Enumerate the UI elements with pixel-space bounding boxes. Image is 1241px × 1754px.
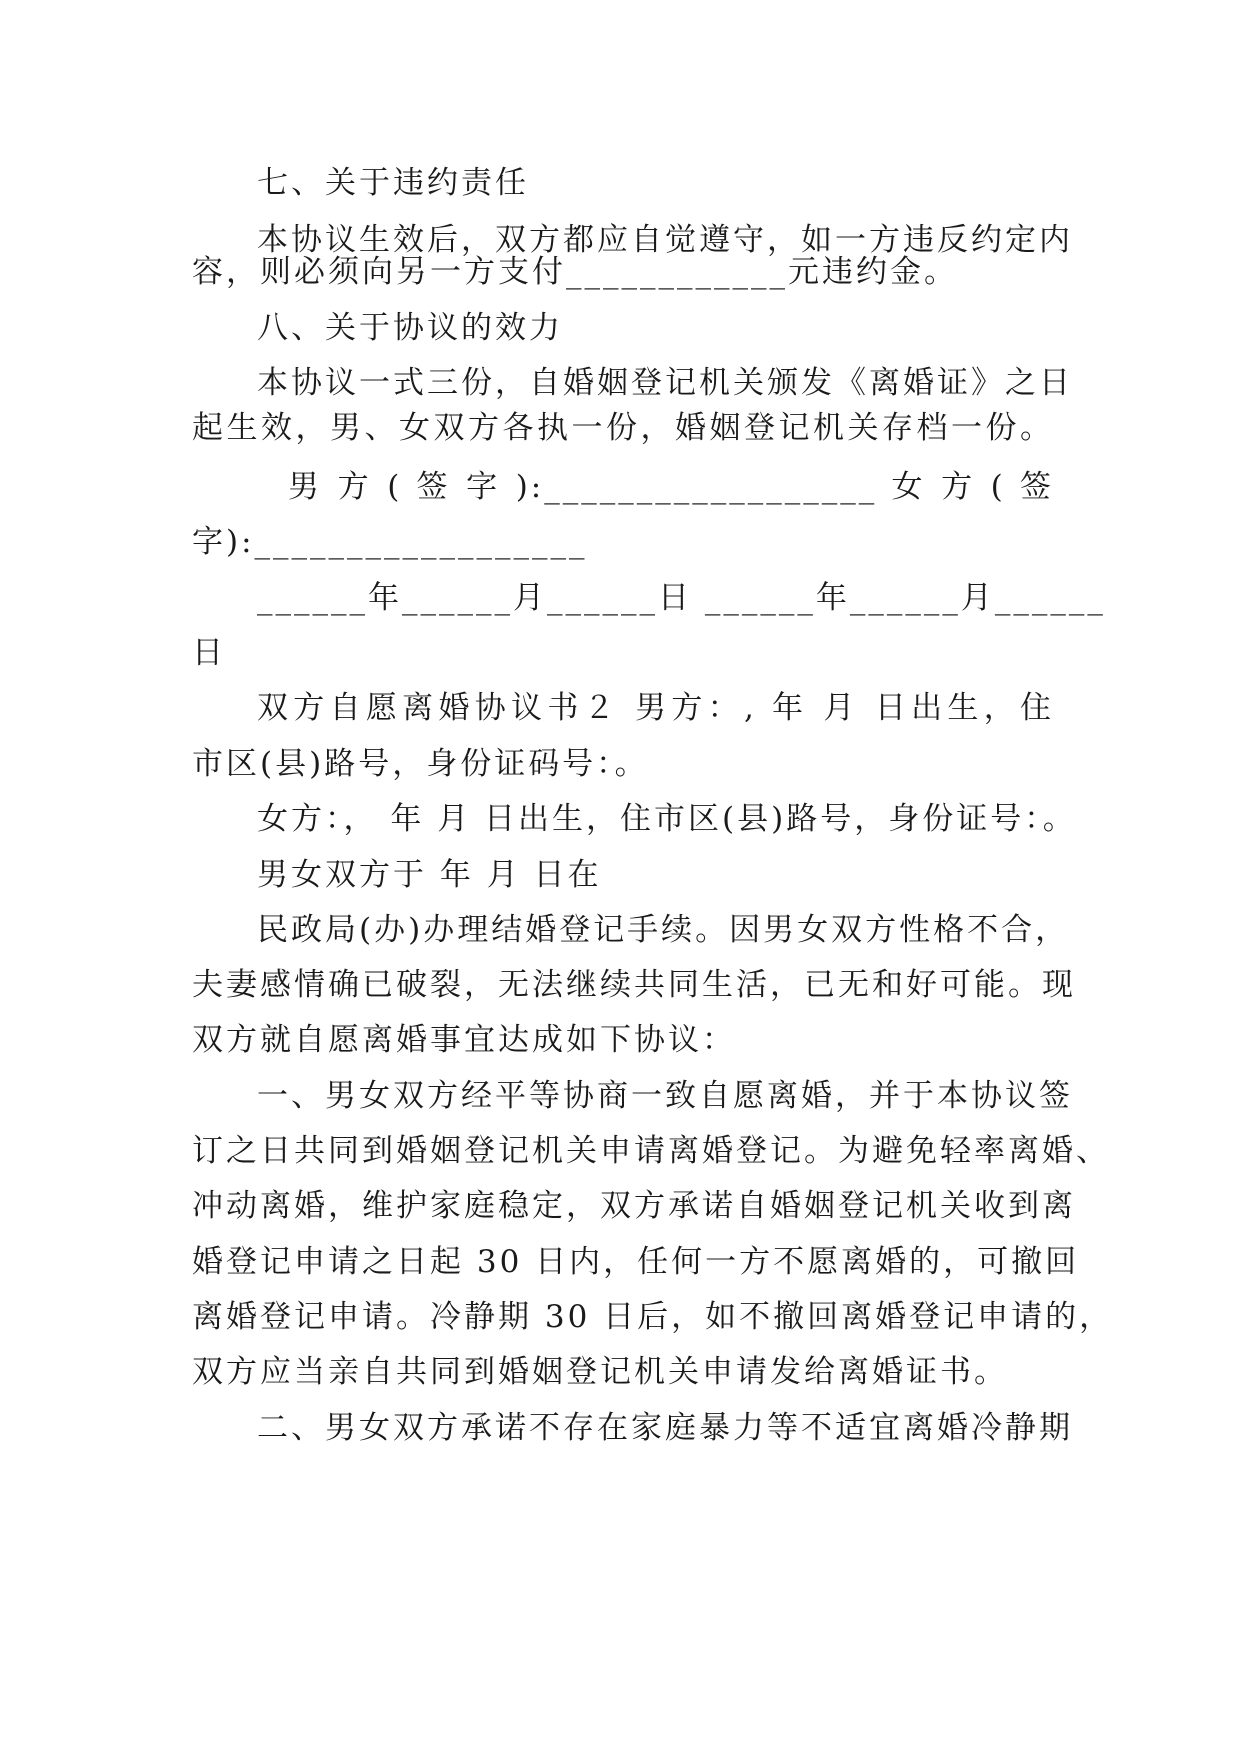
paragraph-line: 双方就自愿离婚事宜达成如下协议：	[192, 1022, 736, 1058]
date-line-cont: 日	[192, 635, 226, 671]
paragraph-line: 本协议生效后，双方都应自觉遵守，如一方违反约定内	[257, 222, 1073, 258]
paragraph-line: 本协议一式三份，自婚姻登记机关颁发《离婚证》之日	[257, 365, 1073, 401]
paragraph-line: 市区(县)路号，身份证码号：。	[192, 746, 649, 782]
paragraph-line: 女方：， 年 月 日出生，住市区(县)路号，身份证号：。	[257, 801, 1077, 837]
paragraph-line: 双方应当亲自共同到婚姻登记机关申请发给离婚证书。	[192, 1354, 1008, 1390]
section-heading-validity: 八、关于协议的效力	[257, 310, 563, 346]
date-line: ______年______月______日 ______年______月______	[257, 580, 1106, 616]
paragraph-line: 夫妻感情确已破裂，无法继续共同生活，已无和好可能。现	[192, 967, 1076, 1003]
section-heading-breach: 七、关于违约责任	[257, 165, 529, 201]
paragraph-line: 婚登记申请之日起 30 日内，任何一方不愿离婚的，可撤回	[192, 1244, 1080, 1280]
signature-line: 男 方 ( 签 字 ):__________________ 女 方 ( 签	[288, 469, 1054, 505]
paragraph-line: 冲动离婚，维护家庭稳定，双方承诺自婚姻登记机关收到离	[192, 1188, 1076, 1224]
paragraph-line: 订之日共同到婚姻登记机关申请离婚登记。为避免轻率离婚、	[192, 1133, 1110, 1169]
paragraph-line: 男女双方于 年 月 日在	[257, 857, 602, 893]
paragraph-line: 起生效，男、女双方各执一份，婚姻登记机关存档一份。	[192, 410, 1054, 446]
document-title-line: 双方自愿离婚协议书２ 男方：, 年 月 日出生，住	[257, 690, 1054, 726]
paragraph-line: 容，则必须向另一方支付____________元违约金。	[192, 254, 958, 290]
clause-two-line: 二、男女双方承诺不存在家庭暴力等不适宜离婚冷静期	[257, 1410, 1073, 1446]
signature-line-cont: 字):__________________	[192, 524, 588, 560]
clause-one-line: 一、男女双方经平等协商一致自愿离婚，并于本协议签	[257, 1078, 1073, 1114]
paragraph-line: 民政局(办)办理结婚登记手续。因男女双方性格不合，	[257, 912, 1070, 948]
paragraph-line: 离婚登记申请。冷静期 30 日后，如不撤回离婚登记申请的，	[192, 1299, 1114, 1335]
